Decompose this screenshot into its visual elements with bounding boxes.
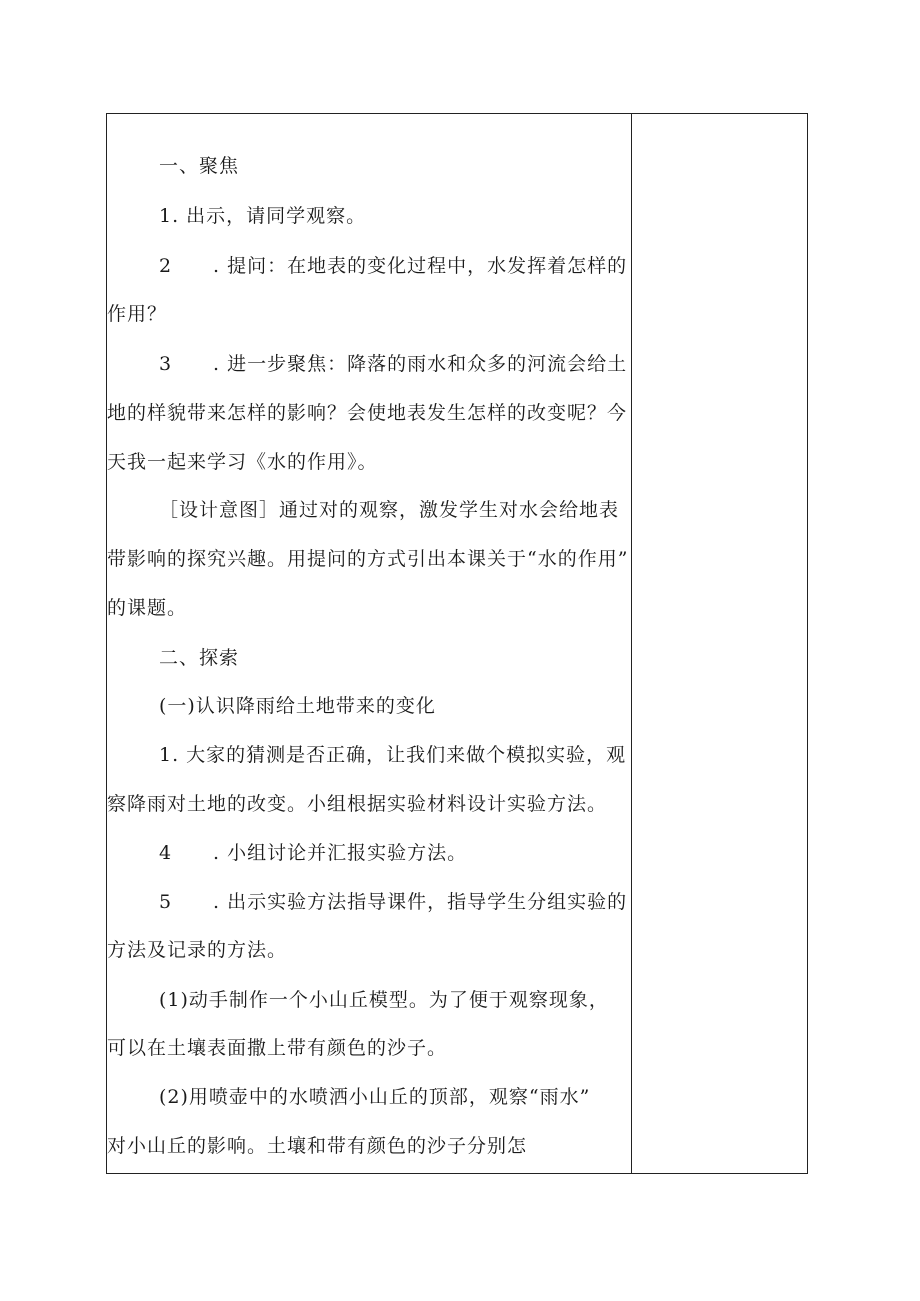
lesson-table bbox=[106, 113, 808, 1174]
list-number: 3 bbox=[159, 353, 173, 375]
list-number: 2 bbox=[159, 255, 173, 277]
section-heading-explore: 二、探索 bbox=[159, 647, 240, 669]
design-intent-line: 带影响的探究兴趣。用提问的方式引出本课关于“水的作用” bbox=[107, 548, 629, 570]
content-cell bbox=[107, 114, 632, 1173]
design-intent-line: ［设计意图］通过对的观察，激发学生对水会给地表 bbox=[159, 499, 620, 521]
paragraph-line: 察降雨对土地的改变。小组根据实验材料设计实验方法。 bbox=[107, 793, 608, 815]
paragraph-line: 作用？ bbox=[107, 303, 168, 325]
paragraph-line: 天我一起来学习《水的作用》。 bbox=[107, 451, 378, 473]
paragraph-line: . 提问：在地表的变化过程中，水发挥着怎样的 bbox=[213, 255, 628, 277]
paragraph-line: . 小组讨论并汇报实验方法。 bbox=[213, 842, 468, 864]
list-number: 5 bbox=[159, 891, 173, 913]
step-line: 可以在土壤表面撒上带有颜色的沙子。 bbox=[107, 1037, 448, 1059]
paragraph-line: 地的样貌带来怎样的影响？会使地表发生怎样的改变呢？今 bbox=[107, 402, 628, 424]
subsection-heading: (一)认识降雨给土地带来的变化 bbox=[159, 695, 436, 717]
paragraph-line: . 进一步聚焦：降落的雨水和众多的河流会给土 bbox=[213, 353, 628, 375]
paragraph-line: 1. 大家的猜测是否正确，让我们来做个模拟实验，观 bbox=[159, 744, 627, 766]
step-line: (2)用喷壶中的水喷洒小山丘的顶部，观察“雨水” bbox=[159, 1086, 591, 1108]
step-line: 对小山丘的影响。土壤和带有颜色的沙子分别怎 bbox=[107, 1135, 528, 1157]
section-heading-focus: 一、聚焦 bbox=[159, 155, 240, 177]
paragraph-line: . 出示实验方法指导课件，指导学生分组实验的 bbox=[213, 891, 628, 913]
design-intent-line: 的课题。 bbox=[107, 597, 188, 619]
paragraph-line: 1. 出示，请同学观察。 bbox=[159, 205, 367, 227]
notes-cell bbox=[632, 114, 807, 1173]
list-number: 4 bbox=[159, 842, 173, 864]
paragraph-line: 方法及记录的方法。 bbox=[107, 939, 288, 961]
step-line: (1)动手制作一个小山丘模型。为了便于观察现象， bbox=[159, 989, 609, 1011]
